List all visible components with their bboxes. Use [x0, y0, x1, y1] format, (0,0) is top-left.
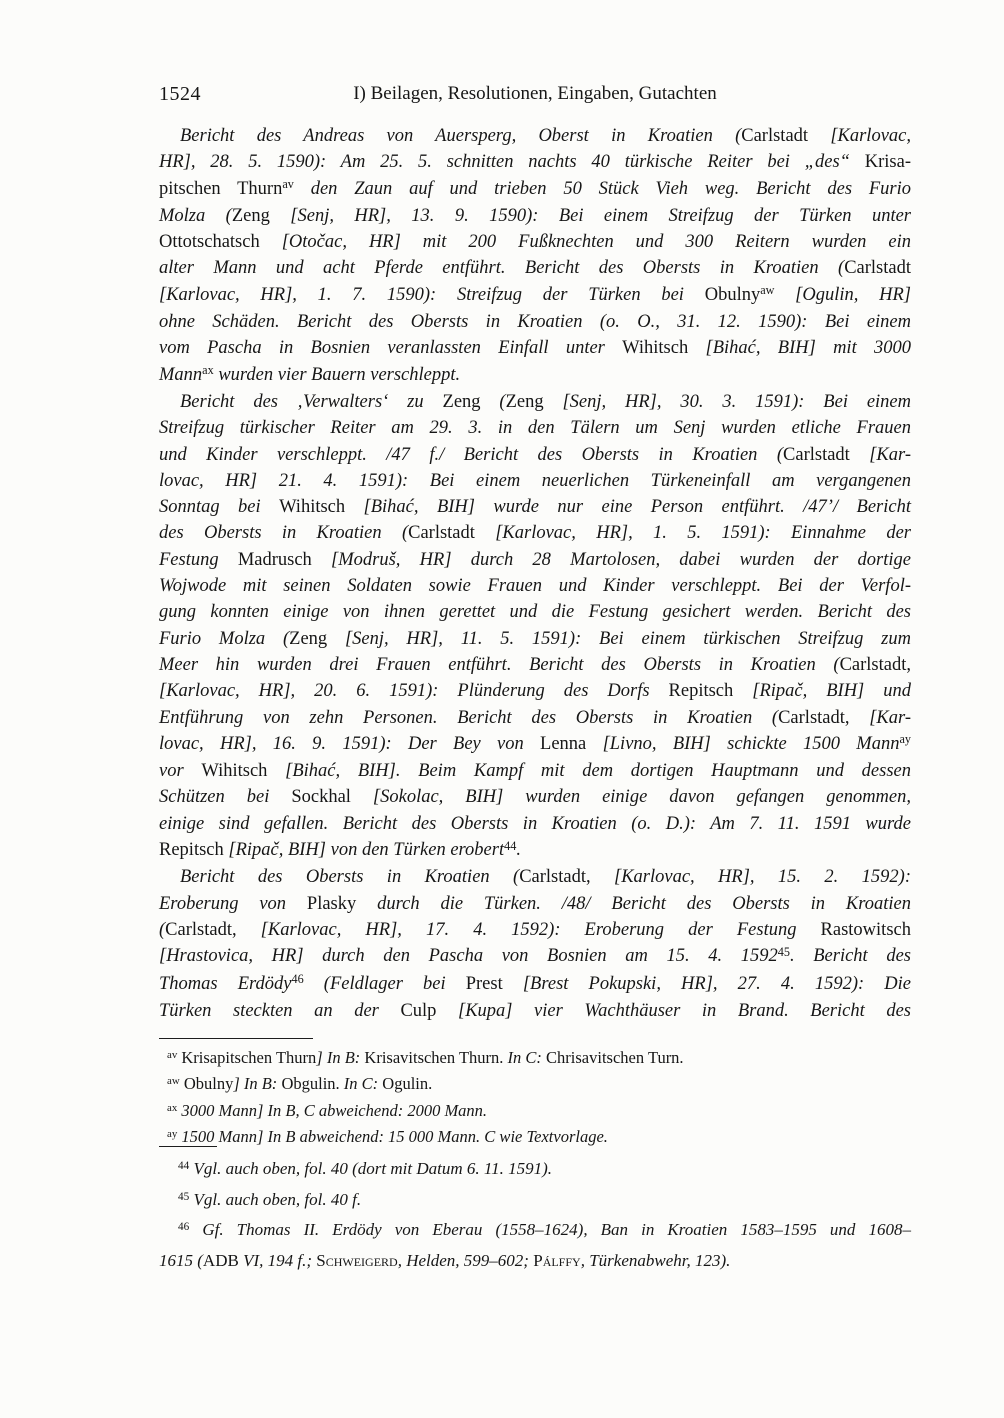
text-segment: Chrisavitschen Turn. — [546, 1048, 684, 1067]
text-line — [159, 705, 911, 731]
text-segment: ADB — [202, 1250, 239, 1270]
text-segment: Bericht des ‚Verwalters‘ zu — [180, 391, 443, 412]
text-segment: Molza ( — [159, 205, 232, 226]
text-segment: und Kinder verschleppt. /47 f./ Bericht des Obersts in Kroatien ( — [159, 444, 784, 465]
text-segment: . — [516, 840, 521, 861]
text-segment: 3000 Mann] In B, C abweichend: 2000 Mann. — [181, 1100, 488, 1120]
text-line — [159, 943, 911, 970]
text-segment: [Ripač, BIH] und — [752, 681, 911, 702]
text-segment: Repitsch — [668, 681, 753, 702]
text-line — [159, 971, 911, 998]
text-segment: durch die Türken. /48/ Bericht des Obersts in Kroatien — [377, 893, 912, 914]
text-segment: [Karlovac, HR], 17. 4. 1592): Eroberung der Festung — [260, 919, 821, 940]
text-line — [159, 282, 911, 309]
text-line — [159, 784, 911, 810]
text-segment: wurden vier Bauern verschleppt. — [213, 364, 461, 385]
text-segment: [Livno, BIH] schickte 1500 Mann — [602, 733, 900, 754]
text-segment: Entführung von zehn Personen. Bericht des Obersts in Kroatien ( — [159, 707, 779, 728]
apparatus-block — [159, 1046, 911, 1151]
text-segment: gung konnten einige von ihnen gerettet und die Festung gesichert werden. Bericht des — [159, 602, 911, 623]
text-line — [159, 599, 911, 625]
footnote-marker: ax — [202, 363, 214, 378]
text-segment: Carlstadt — [783, 444, 870, 465]
text-segment: [Senj, HR], 11. 5. 1591): Bei einem türkischen Streifzug zum — [344, 628, 911, 649]
text-line — [159, 678, 911, 704]
footnote-marker: aw — [760, 283, 775, 298]
text-line — [159, 255, 911, 281]
text-line — [159, 998, 911, 1024]
text-segment: Sonntag bei — [159, 497, 280, 518]
text-line — [159, 811, 911, 837]
text-segment: [Bihać, BIH] wurde nur eine Person entführt. /47’/ Bericht — [363, 497, 911, 518]
text-line — [159, 758, 911, 784]
text-line — [159, 1186, 911, 1217]
text-line — [159, 335, 911, 361]
text-line — [159, 864, 911, 890]
text-segment: alter Mann und acht Pferde entführt. Bericht des Obersts in Kroatien ( — [159, 258, 845, 279]
text-segment: ] In B: — [316, 1048, 365, 1067]
text-segment: Schützen bei — [159, 787, 292, 808]
text-segment: VI, 194 f.; — [238, 1250, 317, 1270]
text-segment: 1500 Mann] In B abweichend: 15 000 Mann. C wie Textvorlage. — [181, 1126, 608, 1146]
text-segment: [Senj, HR], 13. 9. 1590): Bei einem Streifzug der Türken unter — [290, 205, 911, 226]
text-segment: des Obersts in Kroatien ( — [159, 523, 409, 544]
apparatus-marker: ay — [167, 1128, 178, 1140]
text-segment: Zeng — [442, 391, 500, 412]
text-line — [159, 917, 911, 943]
text-segment: [Karlovac, HR], 15. 2. 1592): — [614, 867, 911, 888]
apparatus-entry — [159, 1125, 911, 1151]
text-line — [159, 891, 911, 917]
text-segment: ( — [159, 919, 166, 940]
text-segment: Pálffy — [533, 1250, 581, 1270]
text-line — [159, 123, 911, 149]
text-segment: , Helden, 599–602; — [397, 1250, 534, 1270]
paragraph — [159, 123, 911, 389]
text-line — [159, 415, 911, 441]
text-segment: Zeng — [231, 205, 291, 226]
text-segment: Carlstadt — [408, 523, 496, 544]
text-segment: Prest — [465, 973, 523, 994]
footnote-number: 45 — [178, 1190, 190, 1203]
footnote-number: 44 — [178, 1159, 190, 1172]
text-segment: Repitsch — [159, 840, 229, 861]
text-segment: Streifzug türkischer Reiter am 29. 3. in den Tälern um Senj wurden etliche Frauen — [159, 418, 911, 439]
text-segment: (Feldlager bei — [303, 973, 466, 994]
text-segment: Zeng — [505, 391, 563, 412]
footnote-marker: 46 — [291, 972, 304, 987]
apparatus-marker: aw — [167, 1075, 180, 1088]
text-line — [159, 362, 911, 389]
footnote-rule — [159, 1146, 217, 1147]
apparatus-entry — [159, 1072, 911, 1098]
text-segment: Carlstadt, — [778, 707, 870, 728]
apparatus-rule — [159, 1038, 313, 1039]
text-segment: Rastowitsch — [820, 919, 911, 940]
text-segment: vom Pascha in Bosnien veranlassten Einfall unter — [159, 338, 623, 359]
footnotes-block — [159, 1155, 911, 1274]
text-line — [159, 547, 911, 573]
footnote-marker: 44 — [504, 838, 517, 853]
text-line — [159, 389, 911, 415]
text-segment: vor — [159, 761, 202, 782]
text-segment: Vgl. auch oben, fol. 40 (dort mit Datum 6. 11. 1591). — [193, 1159, 553, 1178]
text-line — [159, 520, 911, 546]
text-line — [159, 652, 911, 678]
text-segment: Wihitsch — [622, 338, 706, 359]
text-segment: ( — [499, 391, 506, 412]
running-title: I) Beilagen, Resolutionen, Eingaben, Gutachten — [353, 83, 717, 104]
text-segment: Thomas Erdödy — [159, 973, 292, 994]
paragraph — [159, 864, 911, 1024]
text-segment: Carlstadt — [844, 258, 911, 279]
text-line — [159, 229, 911, 255]
text-line — [159, 494, 911, 520]
text-line — [159, 468, 911, 494]
text-line — [159, 1247, 911, 1275]
text-segment: Lenna — [540, 733, 603, 754]
text-segment: Festung — [159, 549, 238, 570]
text-segment: lovac, HR] 21. 4. 1591): Bei einem neuerlichen Türkeneinfall am vergangenen — [159, 470, 911, 491]
apparatus-marker: av — [167, 1049, 178, 1062]
text-segment: Carlstadt, — [165, 919, 261, 940]
text-segment: [Bihać, BIH]. Beim Kampf mit dem dortigen Hauptmann und dessen — [285, 761, 911, 782]
text-segment: Obulny — [183, 1074, 234, 1094]
text-segment: Carlstadt — [741, 126, 831, 146]
text-segment: [Otočac, HR] mit 200 Fußknechten und 300 Reitern wurden ein — [281, 232, 912, 253]
paragraph — [159, 389, 911, 864]
text-segment: Wojwode mit seinen Soldaten sowie Frauen und Kinder verschleppt. Bei der Verfol- — [159, 576, 911, 597]
text-segment: [Brest Pokupski, HR], 27. 4. 1592): Die — [522, 973, 912, 994]
page-number: 1524 — [159, 83, 201, 105]
text-line — [159, 626, 911, 652]
text-segment: [Kar- — [869, 707, 911, 728]
text-segment: [Bihać, BIH] mit 3000 — [705, 338, 911, 359]
text-segment: In C: — [507, 1048, 547, 1067]
text-segment: Wihitsch — [279, 497, 364, 518]
text-segment: HR], 28. 5. 1590): Am 25. 5. schnitten nachts 40 türkische Reiter bei „des“ — [159, 152, 865, 173]
text-segment: den Zaun auf und trieben 50 Stück Vieh weg. Bericht des Furio — [293, 178, 912, 199]
text-line — [159, 442, 911, 468]
text-segment: Ottotschatsch — [159, 232, 282, 253]
text-segment: . Bericht des — [789, 946, 911, 967]
text-segment: Carlstadt, — [519, 867, 614, 888]
text-segment: Madrusch — [237, 549, 332, 570]
text-line — [159, 149, 911, 175]
text-segment: Eroberung von — [159, 893, 307, 914]
text-segment: Krisa- — [864, 152, 911, 173]
text-segment: Ogulin. — [382, 1074, 433, 1094]
text-line — [159, 1155, 911, 1186]
footnote-entry — [159, 1155, 911, 1186]
text-segment: Krisavitschen Thurn. — [364, 1048, 508, 1067]
text-segment: Bericht des Obersts in Kroatien ( — [180, 867, 520, 888]
text-segment: 1615 ( — [159, 1250, 203, 1270]
text-segment: Obulny — [704, 284, 761, 305]
text-segment: Türken steckten an der — [159, 1000, 401, 1021]
text-line — [159, 1216, 911, 1247]
text-line — [159, 203, 911, 229]
text-segment: Plasky — [306, 893, 378, 914]
text-segment: Bericht des Andreas von Auersperg, Oberst in Kroatien ( — [180, 126, 742, 146]
text-segment: Obgulin. — [281, 1074, 344, 1094]
text-segment: [Karlovac, — [830, 126, 911, 146]
text-segment: Wihitsch — [201, 761, 286, 782]
text-line — [159, 309, 911, 335]
text-line — [159, 731, 911, 758]
text-segment: [Senj, HR], 30. 3. 1591): Bei einem — [562, 391, 912, 412]
text-segment: [Modruš, HR] durch 28 Martolosen, dabei wurden der dortige — [331, 549, 911, 570]
text-segment: Gf. Thomas II. Erdödy von Eberau (1558–1624), Ban in Kroatien 1583–1595 und 1608– — [202, 1220, 912, 1240]
text-segment: [Karlovac, HR], 1. 5. 1591): Einnahme der — [495, 523, 911, 544]
page-header — [159, 83, 911, 107]
text-segment: Mann — [159, 364, 203, 385]
text-segment: Furio Molza ( — [159, 628, 290, 649]
apparatus-marker: ax — [167, 1101, 178, 1114]
apparatus-entry — [159, 1046, 911, 1072]
text-segment: [Karlovac, HR], 20. 6. 1591): Plünderung des Dorfs — [159, 681, 669, 702]
text-segment: Krisapitschen Thurn — [181, 1048, 317, 1067]
text-segment: [Hrastovica, HR] durch den Pascha von Bosnien am 15. 4. 1592 — [159, 946, 778, 967]
text-segment: Carlstadt, — [839, 654, 911, 675]
text-line — [159, 837, 911, 864]
text-segment: [Kar- — [869, 444, 911, 465]
text-line — [159, 573, 911, 599]
footnote-marker: ay — [899, 732, 911, 747]
footnote-entry — [159, 1186, 911, 1217]
text-segment: , Türkenabwehr, 123). — [580, 1250, 731, 1270]
footnote-marker: av — [282, 177, 294, 192]
footnote-number: 46 — [178, 1221, 190, 1234]
text-line — [159, 176, 911, 203]
apparatus-entry — [159, 1099, 911, 1125]
text-segment: [Kupa] vier Wachthäuser in Brand. Bericht des — [458, 1000, 911, 1021]
text-segment: Schweigerd — [316, 1250, 398, 1270]
text-segment: Meer hin wurden drei Frauen entführt. Bericht des Obersts in Kroatien ( — [159, 654, 840, 675]
text-segment: Zeng — [289, 628, 345, 649]
text-segment: Sockhal — [291, 787, 373, 808]
text-segment: pitschen Thurn — [159, 178, 283, 199]
text-segment: In C: — [343, 1074, 383, 1094]
text-segment: ] In B: — [233, 1074, 282, 1094]
text-segment: einige sind gefallen. Bericht des Obersts in Kroatien (o. D.): Am 7. 11. 1591 wurde — [159, 813, 911, 834]
footnote-marker: 45 — [777, 944, 790, 959]
body-text — [159, 123, 911, 1024]
text-segment: Vgl. auch oben, fol. 40 f. — [193, 1189, 362, 1209]
text-segment: [Ripač, BIH] von den Türken erobert — [228, 840, 505, 861]
text-segment: Culp — [400, 1000, 458, 1021]
text-segment: [Sokolac, BIH] wurden einige davon gefangen genommen, — [372, 787, 912, 808]
text-segment: [Karlovac, HR], 1. 7. 1590): Streifzug der Türken bei — [159, 284, 705, 305]
text-segment: [Ogulin, HR] — [774, 284, 912, 305]
text-segment: ohne Schäden. Bericht des Obersts in Kroatien (o. O., 31. 12. 1590): Bei einem — [159, 312, 911, 333]
footnote-entry — [159, 1216, 911, 1274]
text-segment: lovac, HR], 16. 9. 1591): Der Bey von — [159, 733, 541, 754]
